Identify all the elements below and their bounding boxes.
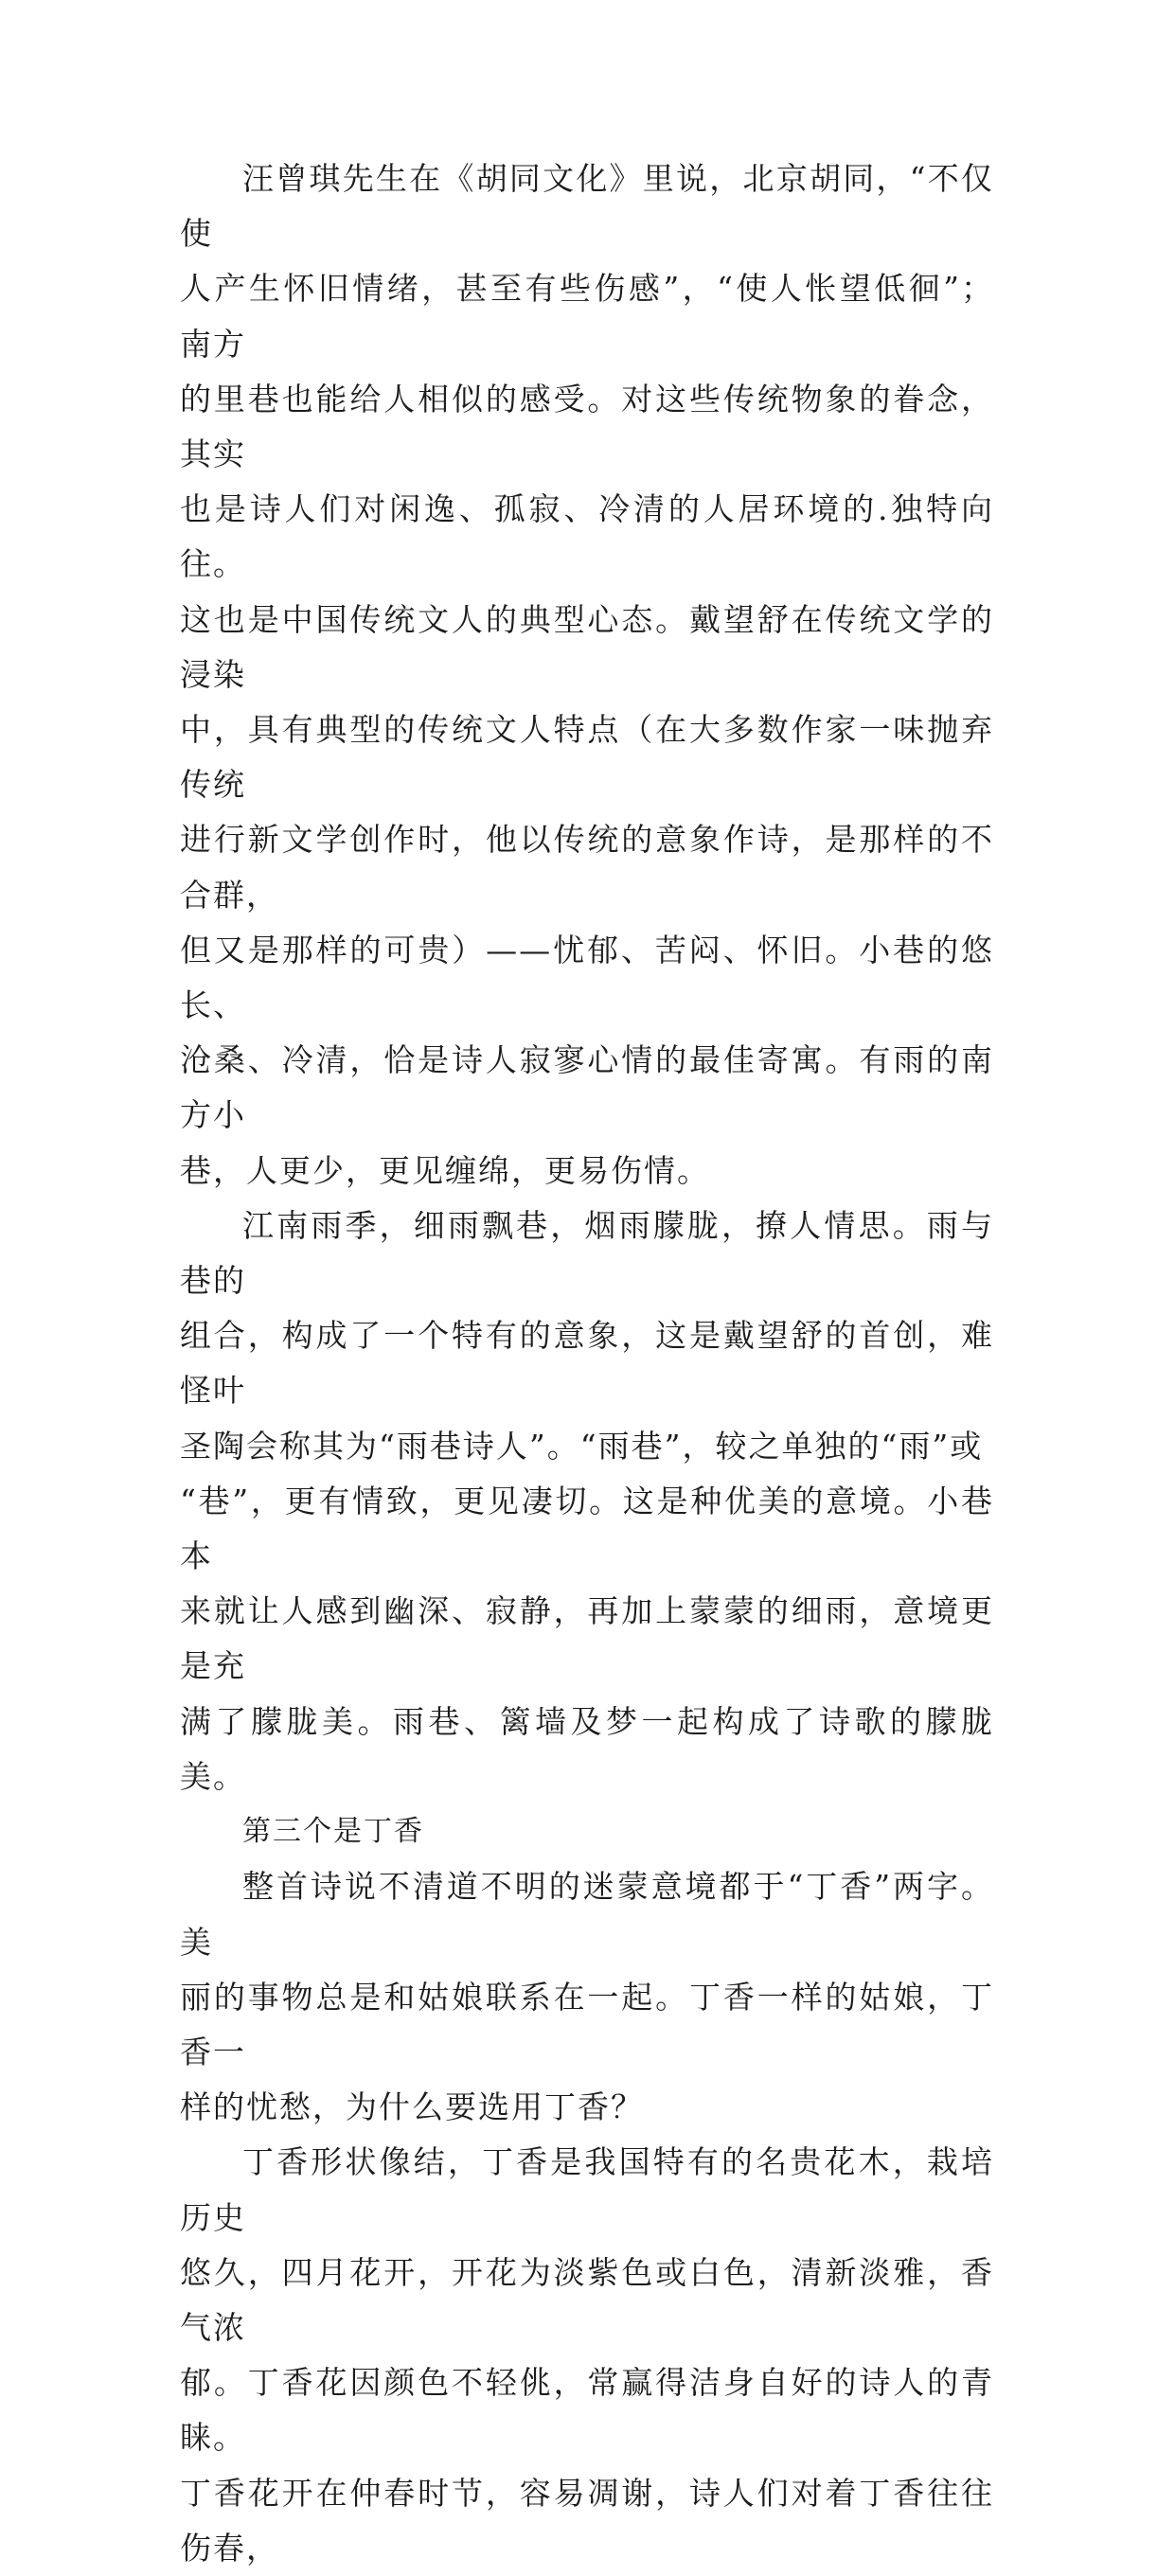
text-line: 圣陶会称其为“雨巷诗人”。“雨巷”，较之单独的“雨”或: [180, 1427, 984, 1465]
text-line: 悠久，四月花开，开花为淡紫色或白色，清新淡雅，香气浓: [180, 2253, 994, 2346]
text-line: 满了朦胧美。雨巷、篱墙及梦一起构成了诗歌的朦胧美。: [180, 1702, 994, 1795]
text-line: “巷”，更有情致，更见凄切。这是种优美的意境。小巷本: [180, 1482, 994, 1575]
paragraph-3: [180, 1859, 994, 2135]
text-line: 沧桑、冷清，恰是诗人寂寥心情的最佳寄寓。有雨的南方小: [180, 1041, 994, 1134]
text-line: 也是诗人们对闲逸、孤寂、冷清的人居环境的.独特向往。: [180, 490, 994, 583]
text-line: 整首诗说不清道不明的迷蒙意境都于“丁香”两字。美: [180, 1868, 994, 1961]
text-line: 人产生怀旧情绪，甚至有些伤感”，“使人怅望低徊”；南方: [180, 270, 994, 363]
text-line: 进行新文学创作时，他以传统的意象作诗，是那样的不合群，: [180, 821, 994, 914]
text-line: 丁香形状像结，丁香是我国特有的名贵花木，栽培历史: [180, 2143, 994, 2236]
text-line: 这也是中国传统文人的典型心态。戴望舒在传统文学的浸染: [180, 600, 994, 693]
text-line: 来就让人感到幽深、寂静，再加上蒙蒙的细雨，意境更是充: [180, 1592, 994, 1685]
paragraph-2: [180, 1199, 994, 1804]
paragraph-4: [180, 2135, 994, 2576]
text-line: 的里巷也能给人相似的感受。对这些传统物象的眷念，其实: [180, 380, 994, 473]
text-line: 巷，人更少，更见缠绵，更易伤情。: [180, 1151, 710, 1189]
text-line: 江南雨季，细雨飘巷，烟雨朦胧，撩人情思。雨与巷的: [180, 1206, 994, 1300]
section-heading: 第三个是丁香: [242, 1815, 424, 1849]
body-text: [180, 151, 994, 2576]
text-line: 但又是那样的可贵）——忧郁、苦闷、怀旧。小巷的悠长、: [180, 931, 994, 1024]
text-line: 丽的事物总是和姑娘联系在一起。丁香一样的姑娘，丁香一: [180, 1978, 994, 2070]
text-line: 丁香花开在仲春时节，容易凋谢，诗人们对着丁香往往伤春，: [180, 2474, 994, 2567]
text-line: 组合，构成了一个特有的意象，这是戴望舒的首创，难怪叶: [180, 1317, 994, 1410]
text-line: 郁。丁香花因颜色不轻佻，常赢得洁身自好的诗人的青睐。: [180, 2364, 994, 2457]
text-line: 汪曾琪先生在《胡同文化》里说，北京胡同，“不仅使: [180, 160, 994, 253]
text-line: 样的忧愁，为什么要选用丁香？: [180, 2088, 644, 2126]
paragraph-1: [180, 151, 994, 1199]
text-line: 中，具有典型的传统文人特点（在大多数作家一味抛弃传统: [180, 711, 994, 804]
